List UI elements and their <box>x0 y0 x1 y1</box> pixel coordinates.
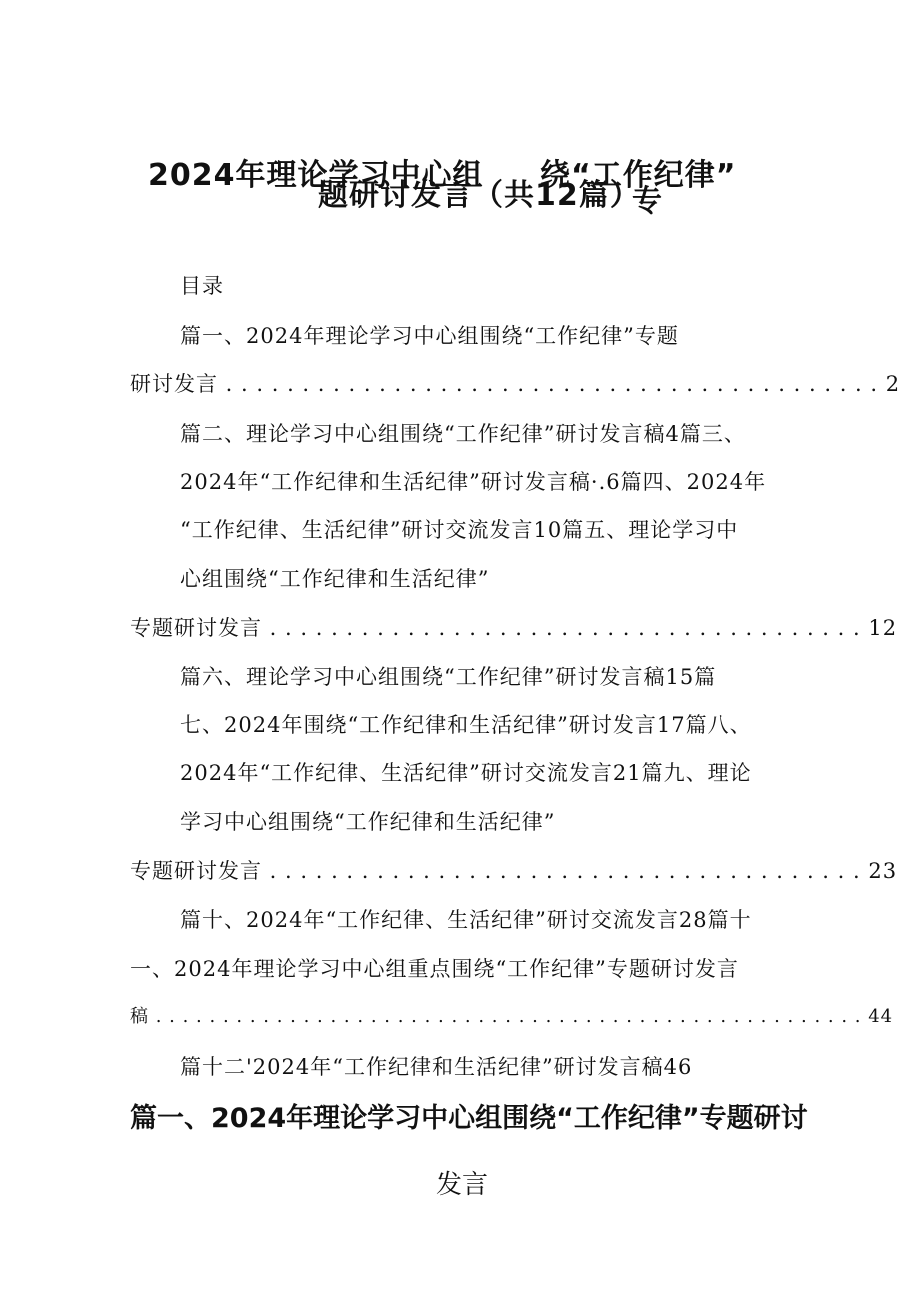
toc-line: 篇六、理论学习中心组围绕“工作纪律”研讨发言稿15篇 <box>180 665 717 689</box>
toc-line: 专题研讨发言 . . . . . . . . . . . . . . . . . . . . . . . . . . . . . . . . . . . . . . . 23 <box>130 859 898 883</box>
toc-line: 研讨发言 . . . . . . . . . . . . . . . . . . . . . . . . . . . . . . . . . . . . . . . . . . . 2 <box>130 372 901 396</box>
toc-line: 篇十、2024年“工作纪律、生活纪律”研讨交流发言28篇十 <box>180 908 752 932</box>
title-line1-right: 绕“工作纪律” <box>540 158 737 193</box>
section-subheading: 发言 <box>436 1170 489 1200</box>
toc-line: 稿 . . . . . . . . . . . . . . . . . . . . . . . . . . . . . . . . . . . . . . . . . . . . . . . . . . . . . 44 <box>130 1006 894 1027</box>
toc-line: 篇一、2024年理论学习中心组围绕“工作纪律”专题 <box>180 324 679 348</box>
section-heading: 篇一、2024年理论学习中心组围绕“工作纪律”专题研讨 <box>130 1103 808 1134</box>
toc-line: 一、2024年理论学习中心组重点围绕“工作纪律”专题研讨发言 <box>130 957 739 981</box>
toc-line: 学习中心组围绕“工作纪律和生活纪律” <box>180 810 556 834</box>
title-stray-char: 专 <box>632 184 663 219</box>
toc-line: 心组围绕“工作纪律和生活纪律” <box>180 567 490 591</box>
toc-line: 2024年“工作纪律和生活纪律”研讨发言稿·.6篇四、2024年 <box>180 470 767 494</box>
toc-line: 2024年“工作纪律、生活纪律”研讨交流发言21篇九、理论 <box>180 761 752 785</box>
toc-line: 七、2024年围绕“工作纪律和生活纪律”研讨发言17篇八、 <box>180 713 752 737</box>
toc-line: 专题研讨发言 . . . . . . . . . . . . . . . . . . . . . . . . . . . . . . . . . . . . . . . 12 <box>130 616 898 640</box>
toc-heading: 目录 <box>180 274 224 298</box>
toc-line: “工作纪律、生活纪律”研讨交流发言10篇五、理论学习中 <box>180 518 739 542</box>
toc-line: 篇二、理论学习中心组围绕“工作纪律”研讨发言稿4篇三、 <box>180 422 746 446</box>
title-line2: 题研讨发言（共12篇） <box>318 178 641 213</box>
title-line1-left: 2024年理论学习中心组 <box>148 158 484 193</box>
toc-line: 篇十二'2024年“工作纪律和生活纪律”研讨发言稿46 <box>180 1055 693 1079</box>
